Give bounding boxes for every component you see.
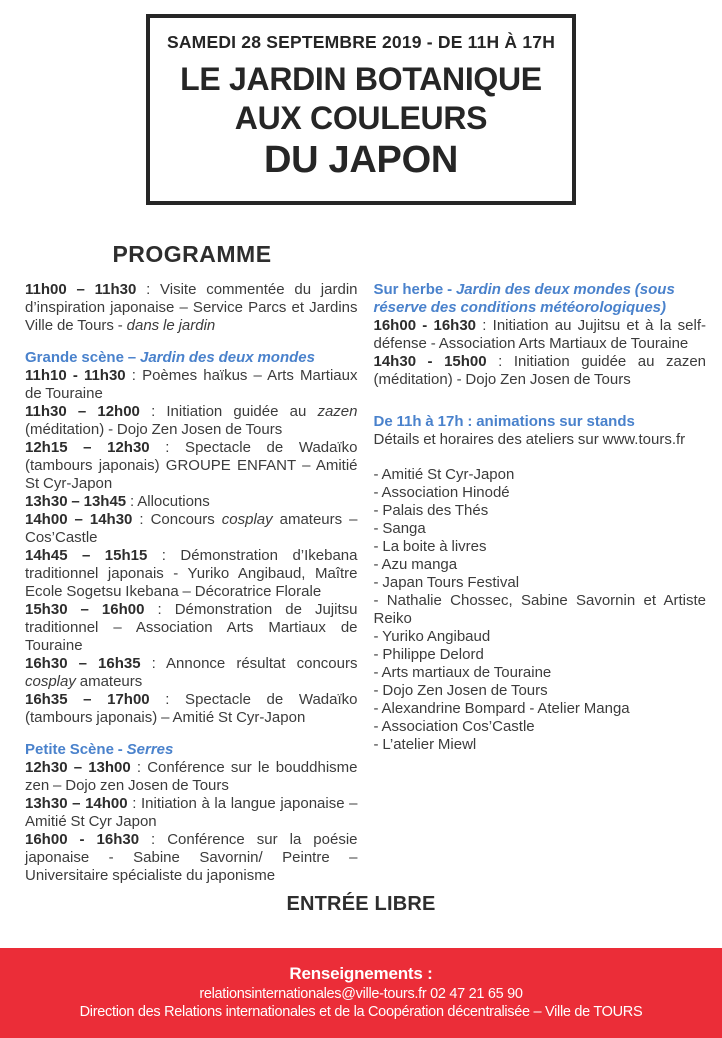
event-header-box — [146, 14, 576, 205]
event-title-line-3: DU JAPON — [264, 138, 458, 181]
session-entry: 14h45 – 15h15 : Démonstration d’Ikebana traditionnel japonais - Yuriko Angibaud, Maître Ecole Sogetsu Ikebana – Décoratrice Florale — [25, 547, 358, 601]
session-entry: 11h30 – 12h00 : Initiation guidée au zazen (méditation) - Dojo Zen Josen de Tours — [25, 403, 358, 439]
session-time: 11h10 - 11h30 — [25, 367, 126, 385]
session-entry: 16h00 - 16h30 : Conférence sur la poésie japonaise - Sabine Savornin/ Peintre – Universitaire spécialiste du japonisme — [25, 831, 358, 885]
stand-list-item: - Palais des Thés — [373, 502, 489, 520]
footer-direction: Direction des Relations internationales et de la Coopération décentralisée – Ville de TOURS — [79, 1004, 643, 1020]
session-entry: 14h30 - 15h00 : Initiation guidée au zazen (méditation) - Dojo Zen Josen de Tours — [373, 353, 706, 389]
session-time: 14h45 – 15h15 — [25, 547, 148, 565]
session-time: 14h30 - 15h00 — [373, 353, 487, 371]
stand-list-item: - Azu manga — [373, 556, 458, 574]
poster-page — [0, 14, 722, 1038]
session-entry: 11h00 – 11h30 : Visite commentée du jardin d’inspiration japonaise – Service Parcs et Jardins Ville de Tours - dans le jardin — [25, 281, 358, 335]
stand-list-item: - Japan Tours Festival — [373, 574, 520, 592]
session-time: 16h35 – 17h00 — [25, 691, 150, 709]
event-title-line-2: AUX COULEURS — [234, 99, 488, 136]
session-time: 11h30 – 12h00 — [25, 403, 140, 421]
section-heading: Grande scène – Jardin des deux mondes — [25, 349, 315, 367]
session-time: 13h30 – 13h45 — [25, 493, 127, 511]
session-time: 16h00 - 16h30 — [25, 831, 140, 849]
stand-list-item: - Association Hinodé — [373, 484, 510, 502]
session-entry: 12h15 – 12h30 : Spectacle de Wadaïko (tambours japonais) GROUPE ENFANT – Amitié St Cyr-Japon — [25, 439, 358, 493]
session-time: 14h00 – 14h30 — [25, 511, 133, 529]
programme-column-right — [374, 281, 707, 885]
stand-list-item: - La boite à livres — [373, 538, 487, 556]
stand-list-item: - Sanga — [373, 520, 426, 538]
session-entry: 16h30 – 16h35 : Annonce résultat concours cosplay amateurs — [25, 655, 358, 691]
stand-list-item: - Nathalie Chossec, Sabine Savornin et Artiste Reiko — [373, 592, 706, 628]
section-heading: Sur herbe - Jardin des deux mondes (sous réserve des conditions météorologiques) — [373, 281, 675, 317]
stand-list-item: - L’atelier Miewl — [373, 736, 477, 754]
session-time: 12h30 – 13h00 — [25, 759, 131, 777]
session-time: 12h15 – 12h30 — [25, 439, 150, 457]
session-entry: 15h30 – 16h00 : Démonstration de Jujitsu traditionnel – Association Arts Martiaux de Touraine — [25, 601, 358, 655]
footer-heading: Renseignements : — [289, 964, 433, 983]
session-time: 16h30 – 16h35 — [25, 655, 141, 673]
session-entry: 16h00 - 16h30 : Initiation au Jujitsu et à la self-défense - Association Arts Martiaux de Touraine — [373, 317, 706, 353]
session-entry: 12h30 – 13h00 : Conférence sur le bouddhisme zen – Dojo zen Josen de Tours — [25, 759, 358, 795]
stand-list-item: - Philippe Delord — [373, 646, 484, 664]
session-time: 15h30 – 16h00 — [25, 601, 145, 619]
session-time: 13h30 – 14h00 — [25, 795, 128, 813]
programme-column-left — [25, 281, 358, 885]
stand-list-item: - Amitié St Cyr-Japon — [373, 466, 515, 484]
stand-list-item: - Dojo Zen Josen de Tours — [373, 682, 548, 700]
session-entry: 13h30 – 14h00 : Initiation à la langue japonaise – Amitié St Cyr Japon — [25, 795, 358, 831]
info-banner — [0, 948, 722, 1038]
session-entry: 11h10 - 11h30 : Poèmes haïkus – Arts Martiaux de Touraine — [25, 367, 358, 403]
session-entry: 14h00 – 14h30 : Concours cosplay amateurs – Cos’Castle — [25, 511, 358, 547]
session-time: 16h00 - 16h30 — [373, 317, 477, 335]
footer-contact: relationsinternationales@ville-tours.fr 02 47 21 65 90 — [199, 986, 523, 1002]
section-heading: De 11h à 17h : animations sur stands — [373, 413, 635, 431]
programme-columns — [0, 268, 722, 885]
event-date: SAMEDI 28 SEPTEMBRE 2019 - DE 11H À 17H — [166, 32, 556, 52]
stand-list-item: - Arts martiaux de Touraine — [373, 664, 552, 682]
section-heading: Petite Scène - Serres — [25, 741, 174, 759]
stand-list-item: - Association Cos’Castle — [373, 718, 535, 736]
event-title-line-1: LE JARDIN BOTANIQUE — [180, 61, 542, 97]
info-text: Détails et horaires des ateliers sur www.tours.fr — [373, 431, 686, 449]
stand-list-item: - Alexandrine Bompard - Atelier Manga — [373, 700, 630, 718]
programme-heading: PROGRAMME — [112, 241, 272, 268]
session-entry: 16h35 – 17h00 : Spectacle de Wadaïko (tambours japonais) – Amitié St Cyr-Japon — [25, 691, 358, 727]
session-entry: 13h30 – 13h45 : Allocutions — [25, 493, 210, 511]
session-time: 11h00 – 11h30 — [25, 281, 137, 299]
stand-list-item: - Yuriko Angibaud — [373, 628, 491, 646]
free-entry-text: ENTRÉE LIBRE — [286, 893, 436, 916]
